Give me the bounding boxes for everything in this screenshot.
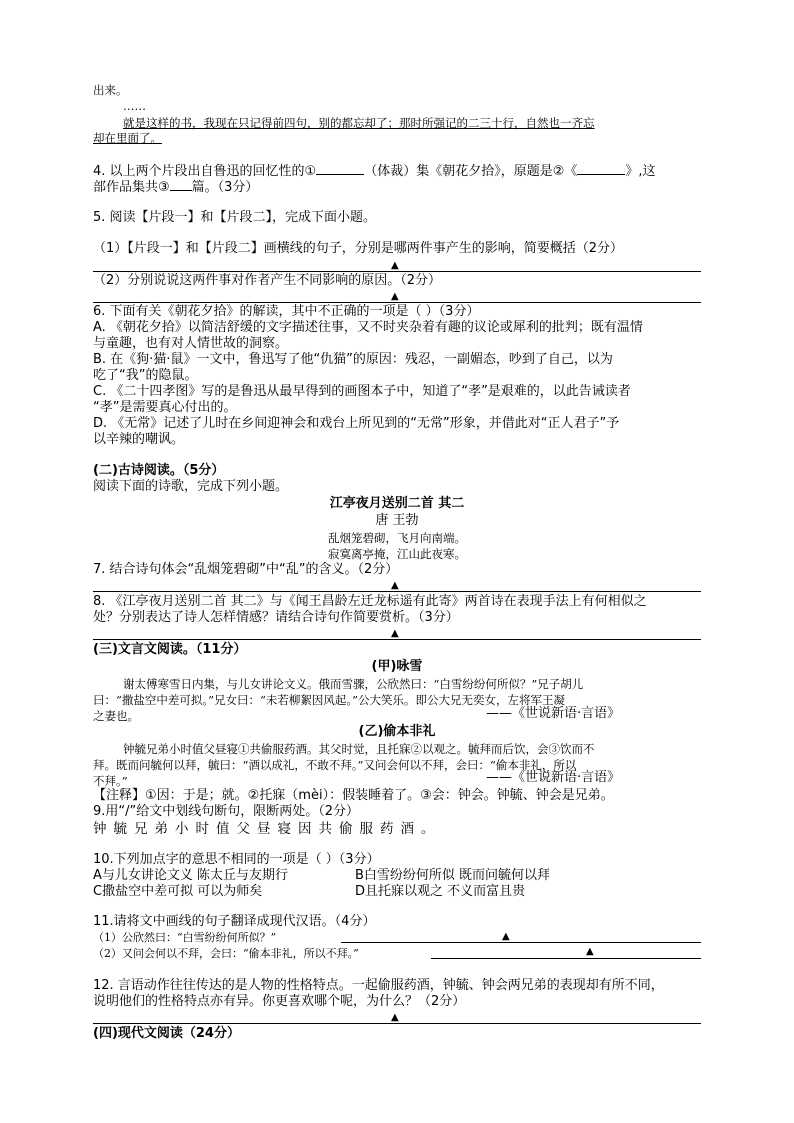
answer-line-7[interactable] (93, 591, 701, 592)
text-yi-title: (乙)偷本非礼 (358, 724, 436, 739)
q4-text-3: 》,这 (625, 164, 656, 179)
q6-option-d-2: 以辛辣的嘲讽。 (93, 432, 185, 447)
text-yi-line-2: 拜。既而问毓何以拜，毓曰：“酒以成礼，不敢不拜。”又问会何以不拜，会曰：“偷本非礼，所以 (93, 758, 577, 772)
answer-marker-7: ▲ (391, 580, 399, 591)
text-jia-line-2: 曰：“撒盐空中差可拟。”兄女曰：“未若柳絮因风起。”公大笑乐。即公大兄无奕女，左将军王凝 (93, 693, 566, 707)
question-8-line-2: 处？分别表达了诗人怎样情感？请结合诗句作简要赏析。（3分） (93, 610, 459, 625)
question-8-line-1: 8. 《江亭夜月送别二首 其二》与《闻王昌龄左迁龙标遥有此寄》两首诗在表现手法上有何相似之 (93, 594, 647, 609)
q6-option-b-1: B. 在《狗·猫·鼠》一文中，鲁迅写了他“仇猫”的原因：残忍，一副媚态，吵到了自己，以为 (93, 352, 613, 367)
q10-option-d: D且托寐以观之 不义而富且贵 (355, 884, 526, 899)
answer-line-5-1[interactable] (93, 271, 701, 272)
q10-option-c: C撒盐空中差可拟 可以为师矣 (93, 884, 263, 899)
section-3-heading: (三)文言文阅读。（11分） (93, 642, 247, 657)
text-jia-line-1: 谢太傅寒雪日内集，与儿女讲论文义。俄而雪骤，公欣然曰：“白雪纷纷何所似？”兄子胡儿 (123, 677, 584, 691)
annotation-note: 【注释】①因：于是；就。②托寐（mèi）：假装睡着了。③会：钟会。钟毓、钟会是兄弟。 (93, 788, 614, 803)
question-11-sentence-2: （2）又问会何以不拜，会曰：“偷本非礼，所以不拜。” (93, 947, 359, 960)
poem-line-1: 乱烟笼碧砌，飞月向南端。 (328, 531, 466, 545)
excerpt-underlined-line-1: 就是这样的书，我现在只记得前四句，别的都忘却了；那时所强记的二三十行，自然也一齐忘 (123, 116, 595, 130)
answer-marker-5-2: ▲ (391, 291, 399, 302)
q4-text-1: 4. 以上两个片段出自鲁迅的回忆性的① (93, 164, 317, 179)
answer-marker-8: ▲ (391, 628, 399, 639)
question-6-stem: 6. 下面有关《朝花夕拾》的解读，其中不正确的一项是（ ）（3分） (93, 304, 480, 319)
q6-option-a-2: 与童趣，也有对人情世故的洞察。 (93, 336, 289, 351)
answer-line-11-2[interactable] (431, 958, 701, 959)
question-7: 7. 结合诗句体会“乱烟笼碧砌”中“乱”的含义。（2分） (93, 562, 399, 577)
answer-line-11-1[interactable] (341, 942, 701, 943)
question-5-stem: 5. 阅读【片段一】和【片段二】，完成下面小题。 (93, 210, 377, 225)
excerpt-underlined-line-2: 却在里面了。 (93, 131, 162, 145)
answer-line-5-2[interactable] (93, 302, 701, 303)
answer-marker-5-1: ▲ (391, 260, 399, 271)
question-11-stem: 11.请将文中画线的句子翻译成现代汉语。（4分） (93, 914, 376, 929)
section-4-heading: (四)现代文阅读（24分） (93, 1026, 240, 1041)
text-jia-source: ——《世说新语·言语》 (486, 706, 621, 721)
answer-marker-12: ▲ (391, 1012, 399, 1023)
poem-title: 江亭夜月送别二首 其二 (329, 496, 465, 511)
text-yi-source: ——《世说新语·言语》 (486, 770, 621, 785)
q6-option-d-1: D. 《无常》记述了儿时在乡间迎神会和戏台上所见到的“无常”形象，并借此对“正人君子”予 (93, 416, 620, 431)
q4-blank-1[interactable] (316, 162, 364, 175)
question-11-sentence-1: （1）公欣然曰：“白雪纷纷何所似？” (93, 931, 277, 944)
text-yi-line-3: 不拜。” (93, 774, 128, 788)
question-5-sub-1: （1）【片段一】和【片段二】画横线的句子，分别是哪两件事产生的影响，简要概括（2分） (93, 241, 624, 256)
q10-option-a: A与儿女讲论文义 陈太丘与友期行 (93, 868, 289, 883)
q4-blank-2[interactable] (577, 162, 625, 175)
question-5-sub-2: （2）分别说说这两件事对作者产生不同影响的原因。（2分） (93, 273, 442, 288)
question-12-line-2: 说明他们的性格特点亦有异。你更喜欢哪个呢，为什么？（2分） (93, 994, 466, 1009)
question-10-stem: 10.下列加点字的意思不相同的一项是（ ）（3分） (93, 852, 380, 867)
question-12-line-1: 12. 言语动作往往传达的是人物的性格特点。一起偷服药酒，钟毓、钟会两兄弟的表现却有所不同， (93, 978, 664, 993)
q6-option-b-2: 吃了“我”的隐鼠。 (93, 368, 198, 383)
q4-text-4: 部作品集共③ (93, 180, 170, 195)
text-jia-title: (甲)咏雪 (371, 659, 423, 674)
answer-marker-11-1: ▲ (502, 931, 510, 942)
q10-option-b: B白雪纷纷何所似 既而问毓何以拜 (355, 868, 551, 883)
section-2-heading: (二)古诗阅读。（5分） (93, 463, 225, 478)
text-jia-line-3: 之妻也。 (93, 709, 139, 723)
q6-option-c-1: C. 《二十四孝图》写的是鲁迅从最早得到的画图本子中，知道了“孝”是艰难的，以此告诫读者 (93, 384, 631, 399)
excerpt-line-1: 出来。 (93, 83, 128, 97)
question-9-stem: 9.用“/”给文中划线句断句，限断两处。（2分） (93, 804, 360, 819)
answer-line-8[interactable] (93, 639, 701, 640)
excerpt-ellipsis: …… (123, 99, 146, 113)
q4-text-2: （体裁）集《朝花夕拾》，原题是②《 (364, 164, 578, 179)
q6-option-c-2: “孝”是需要真心付出的。 (93, 400, 237, 415)
poem-author: 唐 王勃 (375, 513, 419, 528)
answer-line-12[interactable] (93, 1023, 701, 1024)
section-2-intro: 阅读下面的诗歌，完成下列小题。 (93, 479, 289, 494)
q4-text-5: 篇。（3分） (191, 180, 259, 195)
question-4-line-2 (93, 178, 258, 196)
poem-line-2: 寂寞离亭掩，江山此夜寒。 (328, 547, 466, 561)
q6-option-a-1: A. 《朝花夕拾》以简洁舒缓的文字描述往事，又不时夹杂着有趣的议论或犀利的批判；既有温情 (93, 320, 643, 335)
answer-marker-11-2: ▲ (586, 946, 594, 957)
q4-blank-3[interactable] (170, 178, 192, 191)
text-yi-line-1: 钟毓兄弟小时值父昼寝①共偷服药酒。其父时觉，且托寐②以观之。毓拜而后饮，会③饮而不 (123, 742, 595, 756)
question-9-sentence: 钟毓兄弟小时值父昼寝因共偷服药酒。 (93, 821, 442, 837)
